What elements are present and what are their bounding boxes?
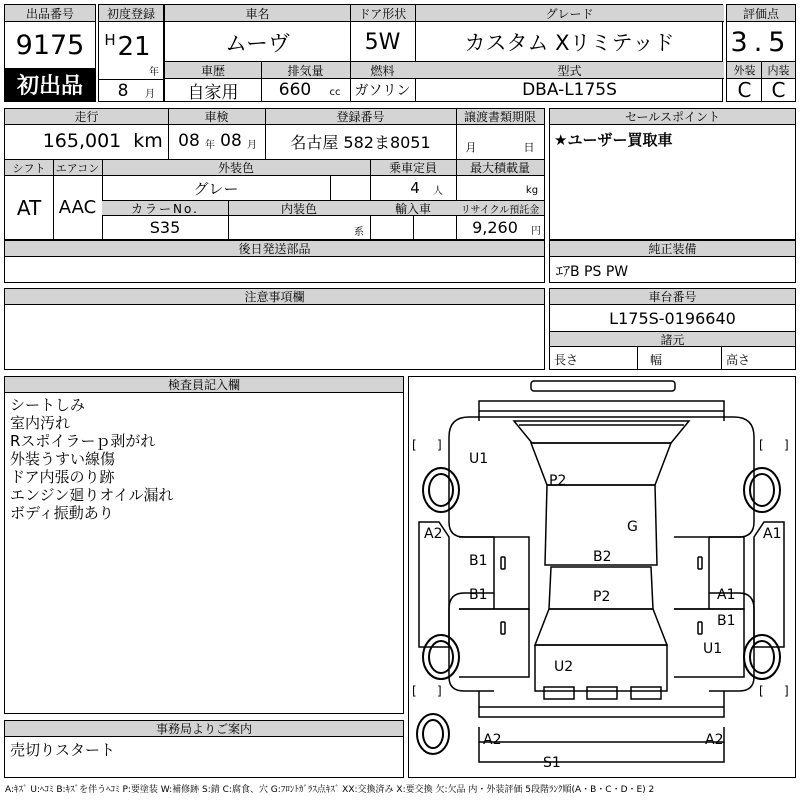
sales-point-label: セールスポイント [550,109,795,125]
interior-color-unit: 系 [354,226,364,238]
equipment-box [549,240,796,283]
fuel: ガソリン [354,83,411,99]
inspector-notes [10,396,174,522]
svg-text:]: ] [784,684,789,698]
inspector-line: 外装うすい線傷 [10,450,116,468]
damage-mark: A1 [763,526,782,542]
car-name: ムーヴ [225,31,290,57]
history: 自家用 [187,82,239,101]
inspector-line: Rスポイラーｐ剥がれ [10,432,156,450]
length-label: 長さ [554,353,579,367]
grade-label: グレード [415,5,724,22]
inspector-line: 室内汚れ [10,414,71,432]
import-label: 輸入車 [370,201,456,216]
vehicle-details-box [4,108,545,240]
later-parts-label: 後日発送部品 [5,241,544,257]
score-label: 評価点 [727,5,795,22]
era: H [104,31,116,49]
inspection-month: 08 [220,131,242,151]
office-text: 売切りスタート [10,741,116,759]
inspection-year: 08 [178,131,200,151]
car-diagram-box [408,376,796,778]
month-unit: 月 [145,88,155,99]
recycle-unit: 円 [531,225,541,237]
ac-label: エアコン [53,160,102,176]
transfer-day-unit: 日 [523,141,535,154]
damage-mark: A2 [483,732,502,748]
chassis-label: 車台番号 [550,289,795,305]
equipment-text: ｴｱB PS PW [556,264,629,280]
air-conditioner: AAC [58,197,97,218]
lot-number: 9175 [15,29,85,61]
recycle-fee: 9,260 [472,218,518,237]
notes-label: 注意事項欄 [5,289,544,305]
load-label: 最大積載量 [456,160,544,176]
inspector-line: エンジン廻りオイル漏れ [10,486,174,504]
damage-mark: B1 [717,613,736,629]
damage-mark: U1 [703,641,723,657]
year-unit: 年 [149,66,159,77]
mileage-label: 走行 [5,109,168,125]
plate-label: 登録番号 [265,109,456,125]
damage-mark: B1 [469,587,488,603]
damage-mark: U2 [554,659,574,675]
transfer-month-unit: 月 [465,141,477,154]
recycle-label: リサイクル預託金 [456,201,544,216]
shift-label: シフト [5,160,53,176]
inspection-label: 車検 [168,109,265,125]
inspector-label: 検査員記入欄 [5,377,403,393]
inspector-line: シートしみ [10,396,86,414]
damage-mark: A2 [705,732,724,748]
damage-mark: B2 [593,549,612,565]
score-box [726,4,796,102]
capacity-label: 乗車定員 [370,160,456,176]
body-color: グレー [193,179,239,198]
first-reg-month: 8 [117,81,129,101]
office-label: 事務局よりご案内 [5,721,403,737]
svg-text:]: ] [437,684,442,698]
mileage-unit: km [133,130,163,152]
legend: A:ｷｽﾞ U:ﾍｺﾐ B:ｷｽﾞを伴うﾍｺﾐ P:要塗装 W:補修跡 S:錆 C:腐食、穴 G:ﾌﾛﾝﾄｶﾞﾗｽ点ｷｽﾞ XX:交換済み X:要交換 欠:欠品 内・外装評価 5段階ﾗﾝｸ順(A・B・C・D・E) 2 [5,785,655,795]
svg-text:[: [ [412,438,417,452]
interior-color-label: 内装色 [228,201,370,216]
notes-box [4,288,545,370]
damage-mark: S1 [543,755,561,771]
displacement-label: 排気量 [261,62,350,79]
svg-text:[: [ [412,684,417,698]
dims-label: 諸元 [550,332,795,347]
damage-mark: B1 [469,553,488,569]
grade: カスタム Xリミテッド [464,31,675,55]
transfer-label: 譲渡書類期限 [456,109,544,125]
first-registration-box [98,4,164,102]
inspection-year-unit: 年 [205,139,215,151]
damage-mark: P2 [549,473,567,489]
color-no-label: カラーNo. [102,201,228,216]
exterior-label: 外装 [727,62,762,79]
chassis-number: L175S-0196640 [609,308,736,328]
sales-point-text: ★ユーザー買取車 [554,131,673,149]
car-diagram [409,377,794,776]
first-listing-badge: 初出品 [5,68,95,101]
displacement-unit: cc [329,86,341,98]
inspector-box [4,376,404,714]
lot-label: 出品番号 [5,5,95,22]
interior-label: 内装 [762,62,795,79]
inspection-month-unit: 月 [247,139,257,151]
capacity: 4 [410,179,420,197]
damage-mark: P2 [593,589,611,605]
svg-text:[: [ [759,684,764,698]
model-label: 型式 [415,62,724,79]
svg-text:]: ] [784,438,789,452]
door-type: 5W [364,29,401,55]
svg-text:[: [ [759,438,764,452]
capacity-unit: 人 [433,185,443,197]
interior-grade: C [771,79,786,101]
damage-mark: G [627,519,638,535]
fuel-label: 燃料 [350,62,415,79]
svg-text:]: ] [437,438,442,452]
first-reg-label: 初度登録 [99,5,163,22]
overall-score: 3.5 [730,26,792,58]
office-box [4,720,404,778]
color-label: 外装色 [102,160,370,176]
damage-mark: U1 [469,451,489,467]
registration-plate: 名古屋 582ま8051 [290,132,431,152]
color-number: S35 [149,218,181,237]
door-label: ドア形状 [350,5,415,22]
car-name-label: 車名 [165,5,350,22]
history-label: 車歴 [165,62,261,79]
displacement: 660 [278,80,312,100]
load-unit: kg [525,184,539,196]
first-reg-year: 21 [117,32,151,62]
damage-mark: A2 [424,526,443,542]
exterior-grade: C [737,79,752,101]
later-parts-box [4,240,545,283]
car-info-box [164,4,723,102]
inspector-line: ボディ振動あり [10,504,114,522]
width-label: 幅 [650,353,663,367]
sales-point-box [549,108,796,240]
inspector-line: ドア内張のり跡 [10,468,115,486]
height-label: 高さ [726,353,751,367]
damage-mark: A1 [717,587,736,603]
equipment-label: 純正装備 [550,241,795,257]
model-code: DBA-L175S [522,80,617,100]
mileage: 165,001 [42,130,122,152]
lot-box [4,4,96,102]
shift: AT [16,195,42,220]
chassis-box [549,288,796,370]
